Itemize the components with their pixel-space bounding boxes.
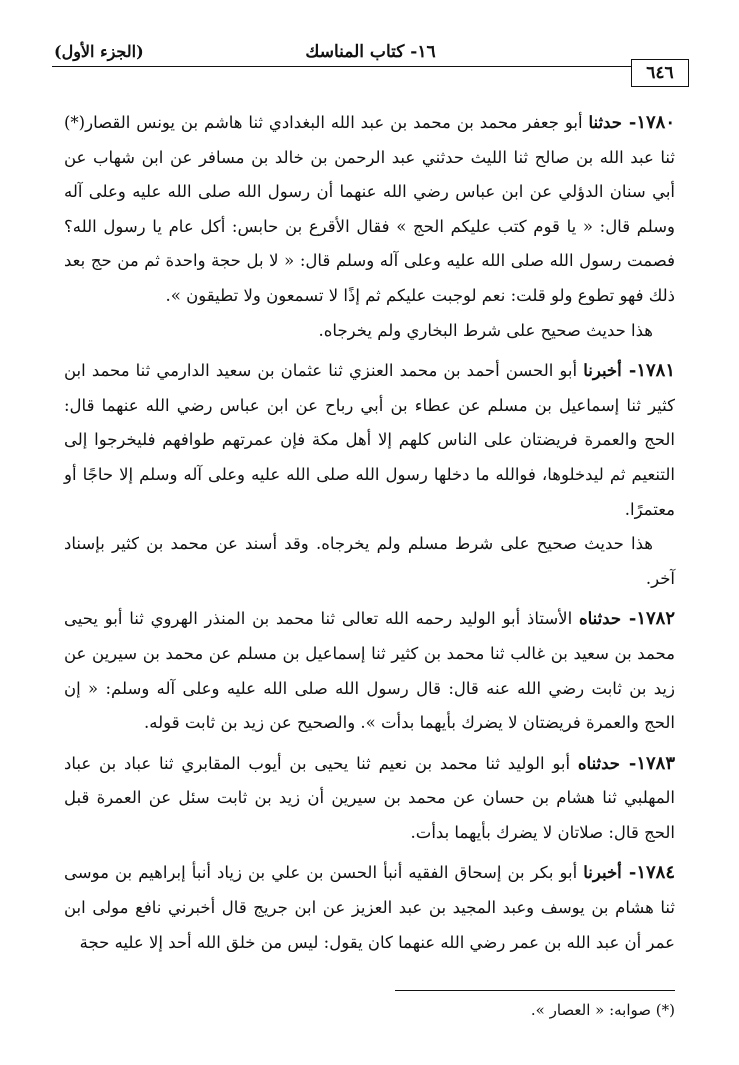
page-body	[64, 106, 675, 960]
hadith-number: ١٧٨٣	[636, 752, 675, 774]
narration-lead: حدثناه	[578, 609, 622, 629]
hadith-text: الأستاذ أبو الوليد رحمه الله تعالى ثنا محمد بن المنذر الهروي ثنا أبو يحيى محمد بن سعيد بن غالب ثنا محمد بن كثير ثنا إسماعيل بن مسلم عن محمد بن سيرين عن زيد بن ثابت رضي الله عنه قال: قال رسول الله صلى الله عليه وعلى آله وسلم: « إن الحج والعمرة فريضتان لا يضرك بأيهما بدأت ». والصحيح عن زيد بن ثابت قوله.	[64, 609, 675, 733]
narration-lead: أخبرنا	[583, 361, 622, 381]
footnote-marker: (*)	[655, 1001, 675, 1019]
hadith-text: أبو بكر بن إسحاق الفقيه أنبأ الحسن بن علي بن زياد أنبأ إبراهيم بن موسى ثنا هشام بن يوسف وعبد المجيد بن عبد العزيز عن ابن جريج قال أخبرني نافع مولى ابن عمر أن عبد الله بن عمر رضي الله عنهما كان يقول: ليس من خلق الله أحد إلا عليه حجة	[64, 863, 675, 952]
narration-lead: حدثنا	[588, 113, 622, 132]
hadith-entry: ١٧٨٤- أخبرنا أبو بكر بن إسحاق الفقيه أنبأ الحسن بن علي بن زياد أنبأ إبراهيم بن موسى ثنا هشام بن يوسف وعبد المجيد بن عبد العزيز عن ابن جريج قال أخبرني نافع مولى ابن عمر أن عبد الله بن عمر رضي الله عنهما كان يقول: ليس من خلق الله أحد إلا عليه حجة	[64, 862, 675, 952]
hadith-text: أبو جعفر محمد بن محمد بن عبد الله البغدادي ثنا هاشم بن يونس القصار(*) ثنا عبد الله بن صالح ثنا الليث حدثني عبد الرحمن بن خالد بن مسافر عن ابن شهاب عن أبي سنان الدؤلي عن ابن عباس رضي الله عنهما أن رسول الله صلى الله عليه وعلى آله وسلم قال: « يا قوم كتب عليكم الحج » فقال الأقرع بن حابس: أكل عام يا رسول الله؟ فصمت رسول الله صلى الله عليه وعلى آله وسلم قال: « لا بل حجة واحدة ثم من حج بعد ذلك فهو تطوع ولو قلت: نعم لوجبت عليكم ثم إذًا لا تسمعون ولا تطيقون ».	[64, 113, 675, 305]
hadith-number: ١٧٨٤	[636, 862, 675, 884]
hadith-entry: ١٧٨٣- حدثناه أبو الوليد ثنا محمد بن نعيم ثنا يحيى بن أيوب المقابري ثنا عباد بن عباد المهلبي ثنا هشام بن حسان عن محمد بن سيرين أن زيد بن ثابت سئل عن العمرة قبل الحج قال: صلاتان لا يضرك بأيهما بدأت.	[64, 752, 675, 842]
hadith-entry: ١٧٨٢- حدثناه الأستاذ أبو الوليد رحمه الله تعالى ثنا محمد بن المنذر الهروي ثنا أبو يحيى محمد بن سعيد بن غالب ثنا محمد بن كثير ثنا إسماعيل بن مسلم عن محمد بن سيرين عن زيد بن ثابت رضي الله عنه قال: قال رسول الله صلى الله عليه وعلى آله وسلم: « إن الحج والعمرة فريضتان لا يضرك بأيهما بدأت ». والصحيح عن زيد بن ثابت قوله.	[64, 608, 675, 733]
chapter-title: ١٦- كتاب المناسك	[305, 42, 436, 62]
header-rule	[52, 66, 687, 67]
hadith-number: ١٧٨٠	[636, 112, 675, 133]
hadith-text: أبو الوليد ثنا محمد بن نعيم ثنا يحيى بن أيوب المقابري ثنا عباد بن عباد المهلبي ثنا هشام بن حسان عن محمد بن سيرين أن زيد بن ثابت سئل عن العمرة قبل الحج قال: صلاتان لا يضرك بأيهما بدأت.	[64, 753, 675, 842]
narration-lead: أخبرنا	[583, 863, 622, 883]
hadith-text: أبو الحسن أحمد بن محمد العنزي ثنا عثمان بن سعيد الدارمي ثنا محمد ابن كثير ثنا إسماعيل بن مسلم عن عطاء بن أبي رباح عن ابن عباس رضي الله عنهما قال: الحج والعمرة فريضتان على الناس كلهم إلا أهل مكة فإن عمرتهم طوافهم فليخرجوا إلى التنعيم ثم ليدخلوها، فوالله ما دخلها رسول الله صلى الله عليه وعلى آله وسلم إلا حاجًا أو معتمرًا.	[64, 361, 675, 519]
page-header	[54, 38, 687, 68]
volume-label: (الجزء الأول)	[54, 42, 144, 61]
footnote	[64, 998, 675, 1022]
page-number: ٦٤٦	[631, 59, 689, 87]
footnote-rule	[395, 990, 675, 991]
grading-note: هذا حديث صحيح على شرط مسلم ولم يخرجاه. وقد أسند عن محمد بن كثير بإسناد آخر.	[64, 534, 675, 588]
hadith-entry: ١٧٨١- أخبرنا أبو الحسن أحمد بن محمد العنزي ثنا عثمان بن سعيد الدارمي ثنا محمد ابن كثير ثنا إسماعيل بن مسلم عن عطاء بن أبي رباح عن ابن عباس رضي الله عنهما قال: الحج والعمرة فريضتان على الناس كلهم إلا أهل مكة فإن عمرتهم طوافهم فليخرجوا إلى التنعيم ثم ليدخلوها، فوالله ما دخلها رسول الله صلى الله عليه وعلى آله وسلم إلا حاجًا أو معتمرًا.	[64, 360, 675, 519]
narration-lead: حدثناه	[577, 753, 621, 773]
grading-note: هذا حديث صحيح على شرط البخاري ولم يخرجاه.	[318, 320, 653, 340]
hadith-number: ١٧٨٢	[636, 608, 675, 630]
hadith-number: ١٧٨١	[636, 360, 675, 382]
hadith-entry: ١٧٨٠- حدثنا أبو جعفر محمد بن محمد بن عبد الله البغدادي ثنا هاشم بن يونس القصار(*) ثنا عبد الله بن صالح ثنا الليث حدثني عبد الرحمن بن خالد بن مسافر عن ابن شهاب عن أبي سنان الدؤلي عن ابن عباس رضي الله عنهما أن رسول الله صلى الله عليه وعلى آله وسلم قال: « يا قوم كتب عليكم الحج » فقال الأقرع بن حابس: أكل عام يا رسول الله؟ فصمت رسول الله صلى الله عليه وعلى آله وسلم قال: « لا بل حجة واحدة ثم من حج بعد ذلك فهو تطوع ولو قلت: نعم لوجبت عليكم ثم إذًا لا تسمعون ولا تطيقون ».	[64, 112, 675, 305]
footnote-text: صوابه: « العصار ».	[530, 1001, 656, 1019]
